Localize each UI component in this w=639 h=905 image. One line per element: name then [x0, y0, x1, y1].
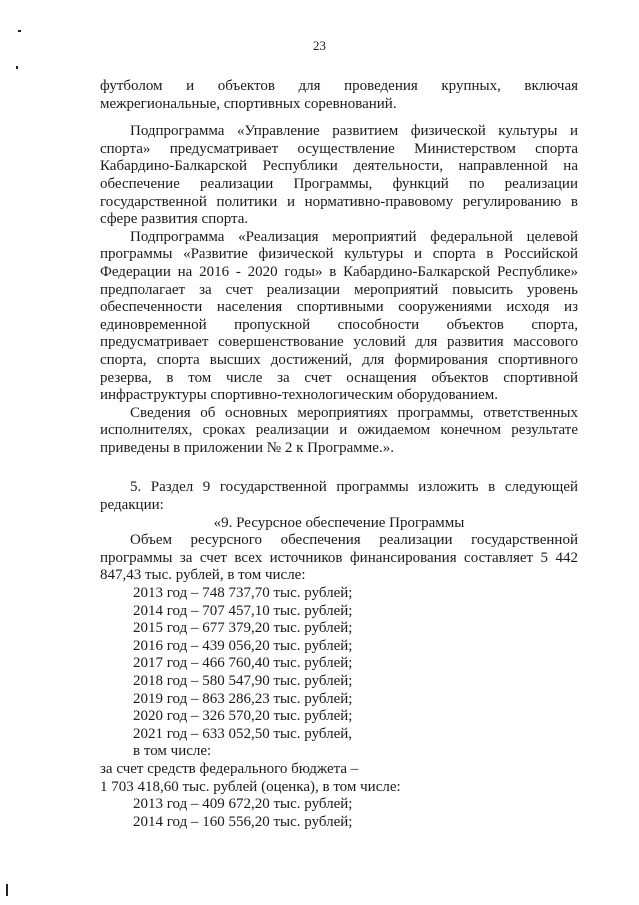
list-item: 2018 год – 580 547,90 тыс. рублей; [133, 673, 353, 689]
section-title: «9. Ресурсное обеспечение Программы [213, 514, 465, 531]
federal-budget-total: 1 703 418,60 тыс. рублей (оценка), в том числе: [100, 778, 401, 795]
scan-mark-bottom-left [6, 884, 8, 896]
federal-years-list [100, 796, 578, 831]
list-item: 2013 год – 409 672,20 тыс. рублей; [133, 796, 353, 813]
paragraph-resource-volume: Объем ресурсного обеспечения реализации государственной программы за счет всех источников финансирования составляет 5 442 847,43 тыс. рублей, в том числе: [100, 532, 578, 584]
paragraph-amendment: 5. Раздел 9 государственной программы изложить в следующей редакции: [100, 479, 578, 514]
paragraph-federal-subprogram: Подпрограмма «Реализация мероприятий федеральной целевой программы «Развитие физической культуры и спорта в Российской Федерации на 2016 - 2020 годы» в Кабардино-Балкарской Республике» предполагает за счет реализации мероприятий повысить уровень обеспеченности населения спортивными сооружениями исходя из единовременной пропускной способности объектов спорта, предусматривает совершенствование условий для развития массового спорта, спорта высших достижений, для формирования спортивного резерва, в том числе за счет оснащения объектов спортивной инфраструктуры спортивно-технологическим оборудованием. [100, 228, 578, 404]
list-item: 2014 год – 707 457,10 тыс. рублей; [133, 602, 353, 619]
federal-budget-intro: за счет средств федерального бюджета – [100, 760, 359, 777]
list-item: 2019 год – 863 286,23 тыс. рублей; [133, 690, 353, 707]
list-item: в том числе: [133, 743, 212, 760]
paragraph-continuation: футболом и объектов для проведения крупных, включая межрегиональные, спортивных соревнований. [100, 78, 578, 112]
scan-mark-top-left [18, 30, 21, 32]
paragraph-management-subprogram: Подпрограмма «Управление развитием физической культуры и спорта» предусматривает осуществление Министерством спорта Кабардино-Балкарской Республики деятельности, направленной на обеспечение реализации Программы, функций по реализации государственной политики и нормативно-правовому регулированию в сфере развития спорта. [100, 123, 578, 228]
list-item: 2017 год – 466 760,40 тыс. рублей; [133, 655, 353, 672]
scan-mark-left [16, 66, 18, 69]
list-item: 2014 год – 160 556,20 тыс. рублей; [133, 813, 353, 830]
list-item: 2016 год – 439 056,20 тыс. рублей; [133, 637, 353, 654]
document-body [100, 78, 578, 831]
yearly-totals-list [100, 585, 578, 761]
list-item: 2013 год – 748 737,70 тыс. рублей; [133, 585, 353, 602]
list-item: 2021 год – 633 052,50 тыс. рублей, [133, 725, 353, 742]
page-number: 23 [313, 38, 326, 53]
list-item: 2020 год – 326 570,20 тыс. рублей; [133, 708, 353, 725]
list-item: 2015 год – 677 379,20 тыс. рублей; [133, 620, 353, 637]
paragraph-appendix-reference: Сведения об основных мероприятиях программы, ответственных исполнителях, сроках реализации и ожидаемом конечном результате приведены в приложении № 2 к Программе.». [100, 404, 578, 456]
